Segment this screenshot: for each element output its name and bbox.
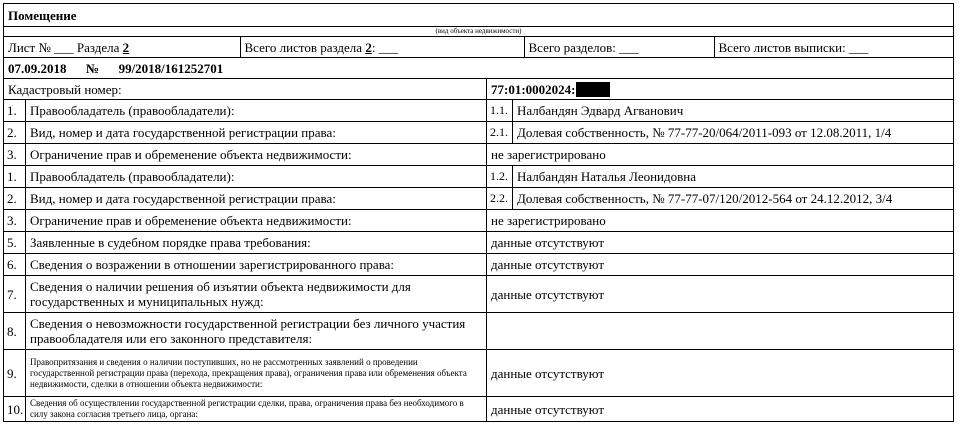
table-cell: не зарегистрировано <box>487 210 954 232</box>
table-cell: не зарегистрировано <box>487 144 954 166</box>
sheet-info-row <box>4 37 954 57</box>
table-cell: 2. <box>4 122 26 144</box>
table-cell: 3. <box>4 210 26 232</box>
table-cell: Ограничение прав и обременение объекта недвижимости: <box>26 210 487 232</box>
total-sheets: Всего листов раздела 2: ___ <box>240 37 524 57</box>
table-cell <box>487 313 954 350</box>
table-cell: данные отсутствуют <box>487 350 954 397</box>
table-cell: Ограничение прав и обременение объекта недвижимости: <box>26 144 487 166</box>
table-row <box>4 100 954 122</box>
table-cell: Вид, номер и дата государственной регистрации права: <box>26 122 487 144</box>
table-cell: Сведения о наличии решения об изъятии объекта недвижимости для государственных и муниципальных нужд: <box>26 276 487 313</box>
table-cell: данные отсутствуют <box>487 254 954 276</box>
table-cell: 8. <box>4 313 26 350</box>
table-cell: 1. <box>4 166 26 188</box>
table-row <box>4 232 954 254</box>
table-cell: Вид, номер и дата государственной регистрации права: <box>26 188 487 210</box>
table-cell: 7. <box>4 276 26 313</box>
table-row <box>4 397 954 422</box>
table-cell: Сведения об осуществлении государственной регистрации сделки, права, ограничения права без необходимого в силу закона согласия третьего лица, органа: <box>26 397 487 422</box>
table-row <box>4 166 954 188</box>
object-title: Помещение <box>4 4 954 27</box>
total-extract-sheets: Всего листов выписки: ___ <box>718 39 869 55</box>
table-cell: 2.2. <box>487 188 513 210</box>
table-row <box>4 188 954 210</box>
table-row <box>4 313 954 350</box>
redaction-block <box>576 82 610 97</box>
table-row <box>4 210 954 232</box>
table-cell: 3. <box>4 144 26 166</box>
table-row <box>4 144 954 166</box>
table-cell: Правопритязания и сведения о наличии поступивших, но не рассмотренных заявлений о проведении государственной регистрации права (перехода, прекращения права), ограничения права или обременения объекта недвижимости, сделки в отношении объекта недвижимости: <box>26 350 487 397</box>
table-cell: 9. <box>4 350 26 397</box>
table-cell: 6. <box>4 254 26 276</box>
table-row <box>4 122 954 144</box>
table-cell: 10. <box>4 397 26 422</box>
table-cell: данные отсутствуют <box>487 276 954 313</box>
sheet-section-value: 2 <box>122 39 130 55</box>
table-cell: Налбандян Наталья Леонидовна <box>513 166 954 188</box>
table-cell: Правообладатель (правообладатели): <box>26 100 487 122</box>
table-cell: 5. <box>4 232 26 254</box>
table-cell: Долевая собственность, № 77-77-20/064/2011-093 от 12.08.2011, 1/4 <box>513 122 954 144</box>
table-row <box>4 254 954 276</box>
table-cell: Сведения о невозможности государственной регистрации без личного участия правообладателя или его законного представителя: <box>26 313 487 350</box>
table-cell: Правообладатель (правообладатели): <box>26 166 487 188</box>
table-cell: 1.1. <box>487 100 513 122</box>
cadastral-number: 77:01:0002024: <box>487 79 954 100</box>
table-cell: 2.1. <box>487 122 513 144</box>
table-row <box>4 350 954 397</box>
extract-document <box>3 3 953 422</box>
table-cell: 2. <box>4 188 26 210</box>
table-cell: Долевая собственность, № 77-77-07/120/2012-564 от 24.12.2012, 3/4 <box>513 188 954 210</box>
total-sections: Всего разделов: ___ <box>524 37 714 57</box>
table-cell: Сведения о возражении в отношении зарегистрированного права: <box>26 254 487 276</box>
table-cell: данные отсутствуют <box>487 232 954 254</box>
table-cell: Заявленные в судебном порядке права требования: <box>26 232 487 254</box>
extract-table <box>3 3 954 422</box>
sheet-number: Лист № ___ Раздела 2 <box>4 37 240 57</box>
table-cell: 1.2. <box>487 166 513 188</box>
table-cell: 1. <box>4 100 26 122</box>
cadastral-label: Кадастровый номер: <box>4 79 487 100</box>
table-cell: Налбандян Эдвард Агванович <box>513 100 954 122</box>
date-number: 07.09.2018 № 99/2018/161252701 <box>4 58 954 79</box>
table-cell: данные отсутствуют <box>487 397 954 422</box>
object-caption: (вид объекта недвижимости) <box>4 27 954 37</box>
table-row <box>4 276 954 313</box>
